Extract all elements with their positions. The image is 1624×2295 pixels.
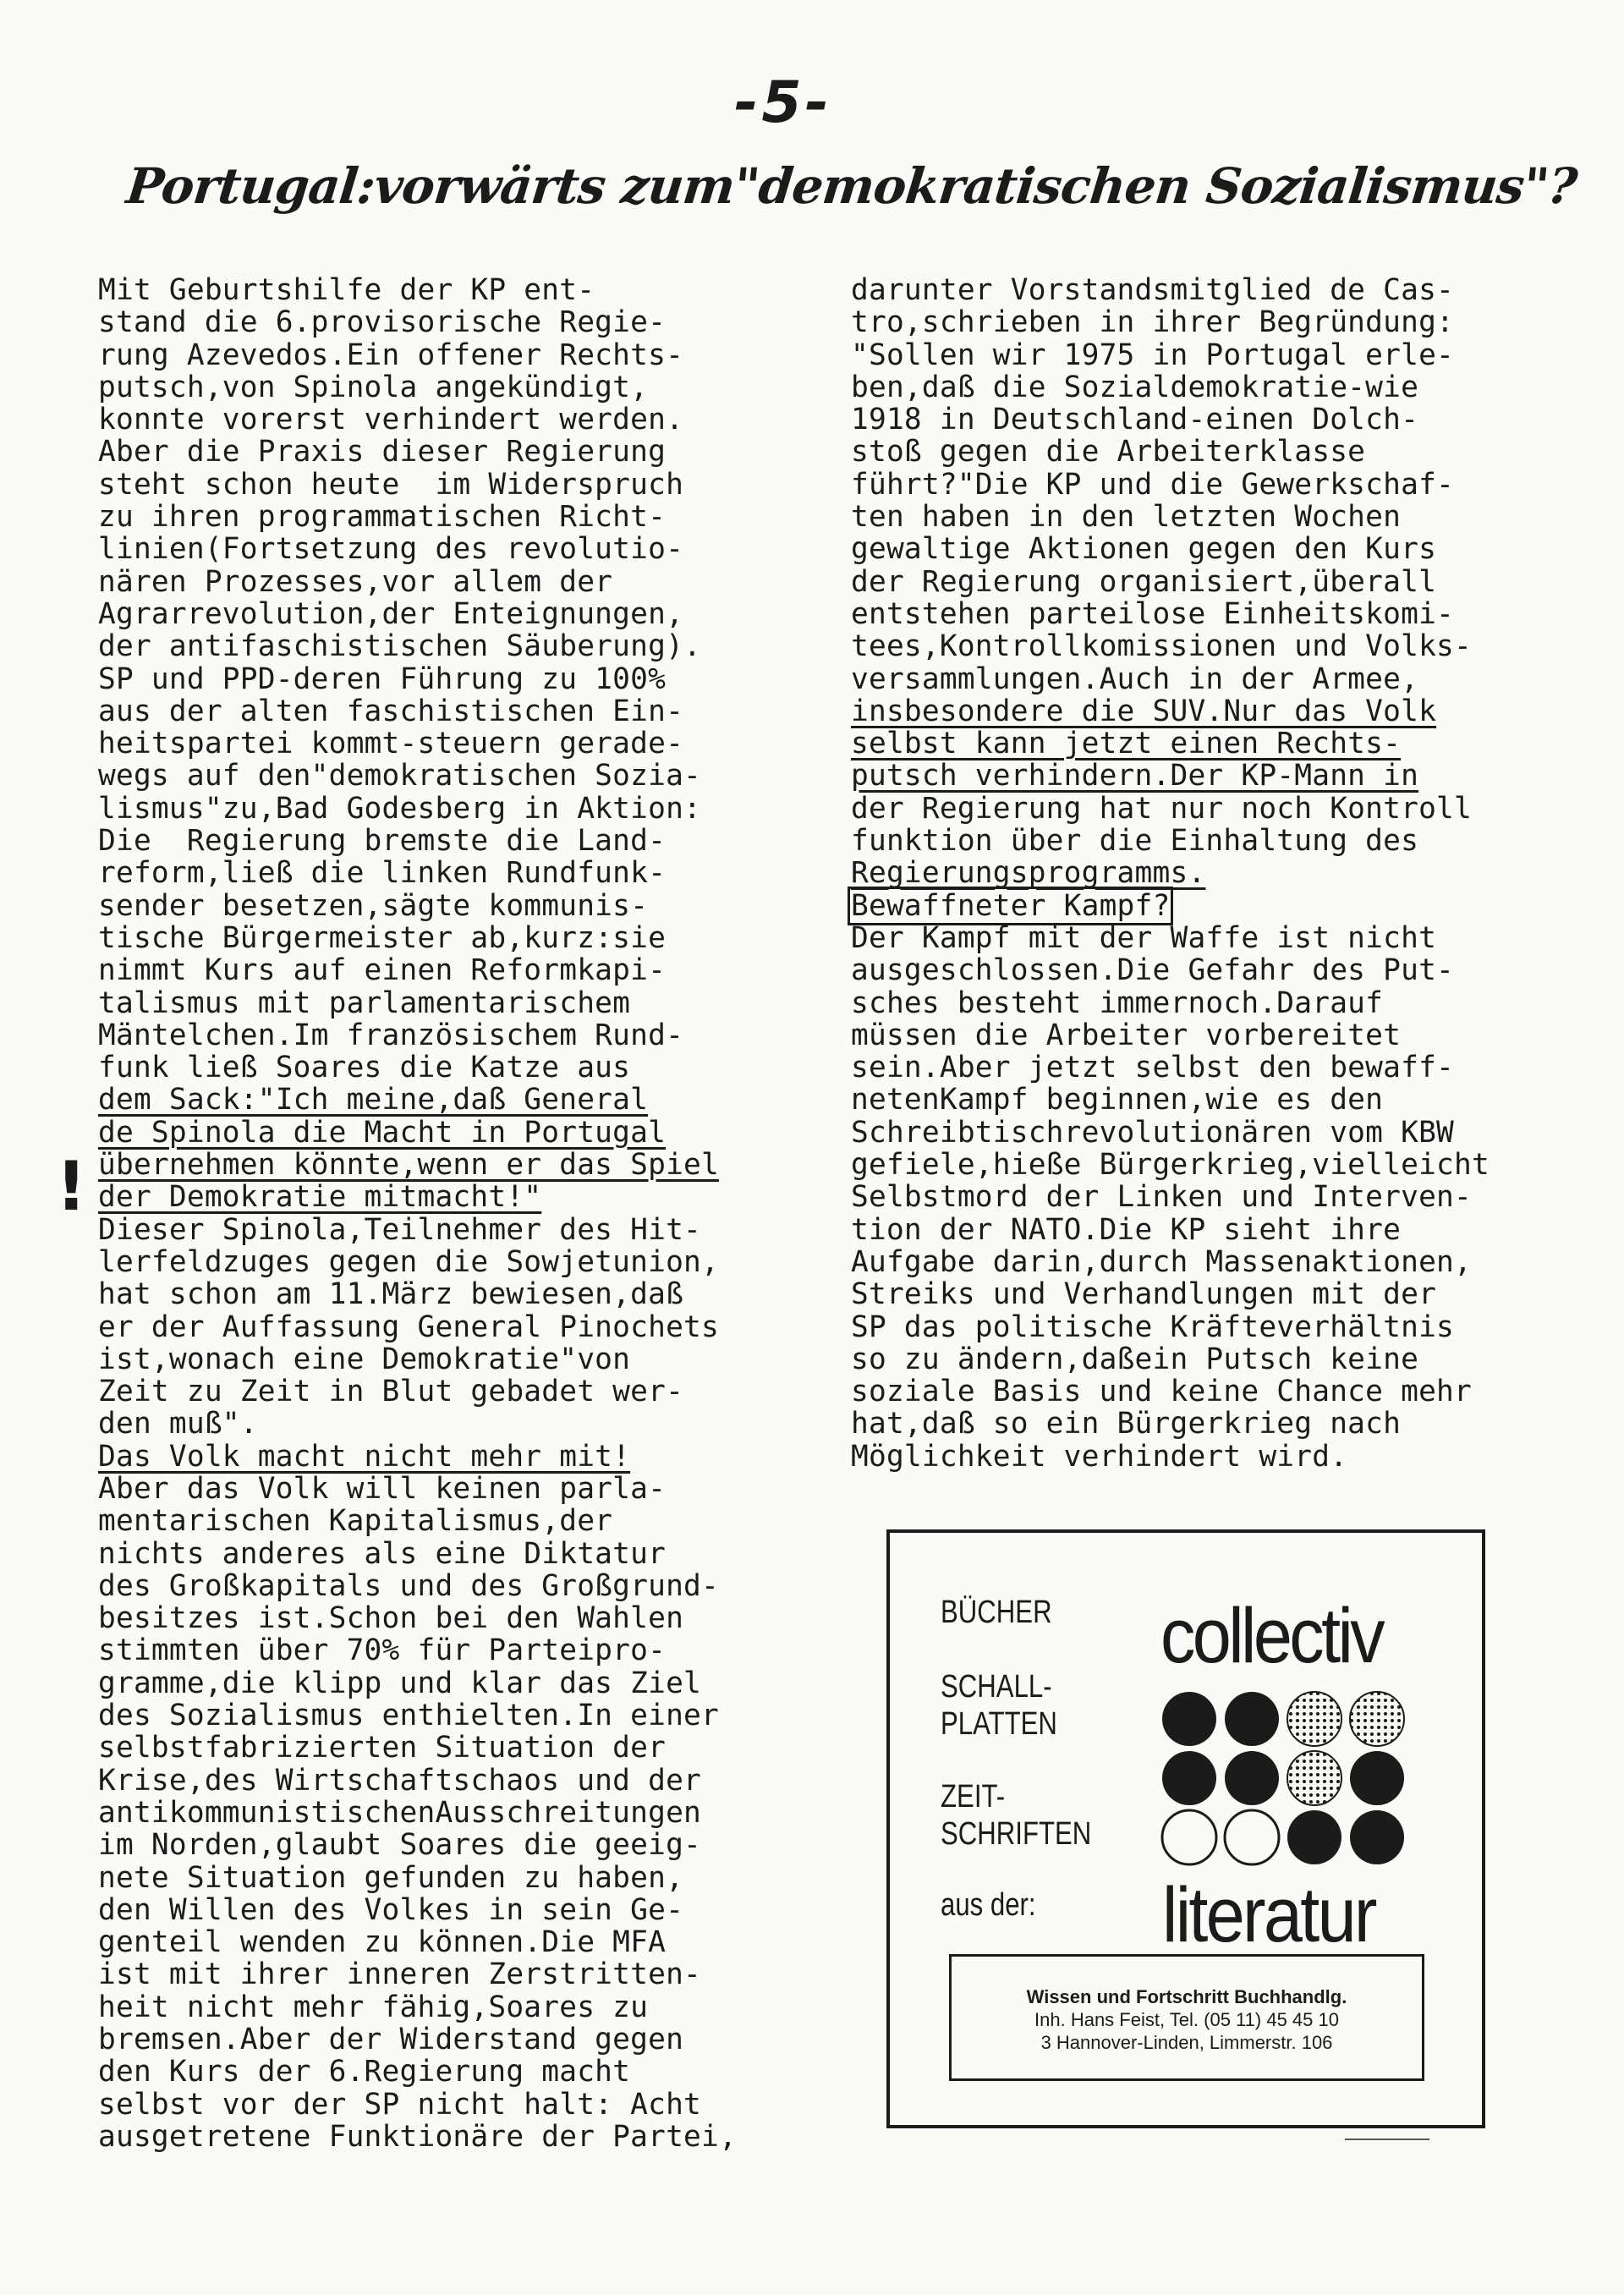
left-column-line: den muß".	[98, 1407, 258, 1441]
logo-collectiv: collectiv	[1160, 1593, 1383, 1679]
right-column-line: der Regierung hat nur noch Kontroll	[851, 791, 1472, 826]
right-column-line: ten haben in den letzten Wochen	[851, 500, 1402, 535]
left-column-line: nichts anderes als eine Diktatur	[98, 1536, 667, 1571]
right-column-line: der Regierung organisiert,überall	[851, 564, 1437, 599]
left-column-line: sender besetzen,sägte kommunis-	[98, 888, 649, 923]
bookshop-address	[949, 1954, 1424, 2081]
right-column-line: 1918 in Deutschland-einen Dolch-	[851, 403, 1419, 437]
left-column-line: Aber die Praxis dieser Regierung	[98, 435, 667, 469]
left-column-line: de Spinola die Macht in Portugal	[98, 1115, 667, 1150]
ad-category-records-2: PLATTEN	[941, 1706, 1057, 1742]
left-column-line: mentarischen Kapitalismus,der	[98, 1504, 613, 1539]
right-column-line: putsch verhindern.Der KP-Mann in	[851, 759, 1419, 793]
right-column-line: Bewaffneter Kampf?	[851, 888, 1171, 923]
right-column-line: hat,daß so ein Bürgerkrieg nach	[851, 1407, 1402, 1441]
bookshop-name: Wissen und Fortschritt Buchhandlg.	[1026, 1986, 1347, 2007]
right-column-line: SP das politische Kräfteverhältnis	[851, 1309, 1455, 1344]
ad-category-books: BÜCHER	[941, 1595, 1052, 1630]
right-column-line: Aufgabe darin,durch Massenaktionen,	[851, 1244, 1472, 1279]
right-column-line: führt?"Die KP und die Gewerkschaf-	[851, 467, 1455, 502]
left-column-line: nimmt Kurs auf einen Reformkapi-	[98, 953, 667, 988]
bookshop-owner-phone: Inh. Hans Feist, Tel. (05 11) 45 45 10	[1034, 2009, 1339, 2030]
right-column	[851, 274, 1595, 1473]
left-column-line: selbstfabrizierten Situation der	[98, 1731, 667, 1765]
right-column-line: versammlungen.Auch in der Armee,	[851, 662, 1419, 696]
left-column-line: zu ihren programmatischen Richt-	[98, 500, 667, 535]
left-column-line: besitzes ist.Schon bei den Wahlen	[98, 1601, 684, 1636]
left-column-line: Die Regierung bremste die Land-	[98, 824, 667, 859]
left-column-line: Mäntelchen.Im französischem Rund-	[98, 1018, 684, 1052]
left-column-line: aus der alten faschistischen Ein-	[98, 694, 684, 728]
right-column-line: tees,Kontrollkomissionen und Volks-	[851, 629, 1472, 664]
margin-exclamation-mark: !	[56, 1147, 87, 1226]
right-column-line: Selbstmord der Linken und Interven-	[851, 1180, 1472, 1215]
left-column-line: wegs auf den"demokratischen Sozia-	[98, 759, 702, 793]
right-column-line: Möglichkeit verhindert wird.	[851, 1439, 1348, 1474]
left-column-line: antikommunistischenAusschreitungen	[98, 1795, 702, 1830]
left-column-line: Mit Geburtshilfe der KP ent-	[98, 273, 595, 307]
left-column-line: des Großkapitals und des Großgrund-	[98, 1568, 719, 1603]
left-column	[98, 274, 826, 2153]
left-column-line: er der Auffassung General Pinochets	[98, 1309, 719, 1344]
right-column-line: tro,schrieben in ihrer Begründung:	[851, 305, 1455, 340]
left-column-line: funk ließ Soares die Katze aus	[98, 1051, 631, 1085]
left-column-line: konnte vorerst verhindert werden.	[98, 403, 684, 437]
left-column-line: der antifaschistischen Säuberung).	[98, 629, 702, 664]
right-column-line: sches besteht immernoch.Darauf	[851, 986, 1384, 1020]
left-column-line: putsch,von Spinola angekündigt,	[98, 370, 649, 404]
left-column-line: Dieser Spinola,Teilnehmer des Hit-	[98, 1212, 702, 1247]
left-column-line: des Sozialismus enthielten.In einer	[98, 1699, 719, 1733]
left-column-line: ist mit ihrer inneren Zerstritten-	[98, 1957, 702, 1992]
left-column-line: den Kurs der 6.Regierung macht	[98, 2055, 631, 2089]
headline: Portugal:vorwärts zum"demokratischen Sozialismus"?	[123, 157, 1580, 215]
ad-from-label: aus der:	[941, 1887, 1036, 1923]
left-column-line: talismus mit parlamentarischem	[98, 986, 631, 1020]
bookshop-advertisement	[886, 1529, 1485, 2128]
left-column-line: linien(Fortsetzung des revolutio-	[98, 532, 684, 567]
left-column-line: ist,wonach eine Demokratie"von	[98, 1342, 631, 1376]
left-column-line: dem Sack:"Ich meine,daß General	[98, 1083, 649, 1117]
left-column-line: lerfeldzuges gegen die Sowjetunion,	[98, 1244, 719, 1279]
left-column-line: gramme,die klipp und klar das Ziel	[98, 1666, 702, 1700]
left-column-line: nete Situation gefunden zu haben,	[98, 1860, 684, 1895]
left-column-line: genteil wenden zu können.Die MFA	[98, 1925, 667, 1960]
left-column-line: selbst vor der SP nicht halt: Acht	[98, 2087, 702, 2122]
logo-literatur: literatur	[1162, 1872, 1375, 1958]
left-column-line: den Willen des Volkes in sein Ge-	[98, 1892, 684, 1927]
left-column-line: hat schon am 11.März bewiesen,daß	[98, 1277, 684, 1312]
left-column-line: stimmten über 70% für Parteipro-	[98, 1633, 667, 1668]
right-column-line: Regierungsprogramms.	[851, 856, 1206, 891]
left-column-line: ausgetretene Funktionäre der Partei,	[98, 2119, 737, 2154]
right-column-line: so zu ändern,daßein Putsch keine	[851, 1342, 1419, 1376]
ad-category-records-1: SCHALL-	[941, 1669, 1052, 1705]
right-column-line: Der Kampf mit der Waffe ist nicht	[851, 920, 1437, 955]
left-column-line: nären Prozesses,vor allem der	[98, 564, 613, 599]
right-column-line: ausgeschlossen.Die Gefahr des Put-	[851, 953, 1455, 988]
right-column-line: funktion über die Einhaltung des	[851, 824, 1419, 859]
right-column-line: selbst kann jetzt einen Rechts-	[851, 727, 1402, 761]
right-column-line: sein.Aber jetzt selbst den bewaff-	[851, 1051, 1455, 1085]
ad-category-magazines-1: ZEIT-	[941, 1779, 1006, 1815]
right-column-line: darunter Vorstandsmitglied de Cas-	[851, 273, 1455, 307]
ad-category-magazines-2: SCHRIFTEN	[941, 1816, 1092, 1852]
right-column-line: gefiele,hieße Bürgerkrieg,vielleicht	[851, 1148, 1490, 1183]
right-column-line: ben,daß die Sozialdemokratie-wie	[851, 370, 1419, 404]
right-column-line: Streiks und Verhandlungen mit der	[851, 1277, 1437, 1312]
left-column-line: heitspartei kommt-steuern gerade-	[98, 727, 684, 761]
left-column-line: Das Volk macht nicht mehr mit!	[98, 1439, 631, 1474]
left-column-line: steht schon heute im Widerspruch	[98, 467, 684, 502]
left-column-line: tische Bürgermeister ab,kurz:sie	[98, 920, 667, 955]
right-column-line: entstehen parteilose Einheitskomi-	[851, 596, 1455, 631]
left-column-line: reform,ließ die linken Rundfunk-	[98, 856, 667, 891]
left-column-line: im Norden,glaubt Soares die geeig-	[98, 1828, 702, 1863]
left-column-line: heit nicht mehr fähig,Soares zu	[98, 1990, 649, 2024]
right-column-line: insbesondere die SUV.Nur das Volk	[851, 694, 1437, 728]
right-column-line: netenKampf beginnen,wie es den	[851, 1083, 1384, 1117]
right-column-line: "Sollen wir 1975 in Portugal erle-	[851, 338, 1455, 372]
left-column-line: übernehmen könnte,wenn er das Spiel	[98, 1148, 719, 1183]
right-column-line: müssen die Arbeiter vorbereitet	[851, 1018, 1402, 1052]
logo-dots-icon	[1159, 1690, 1413, 1868]
right-column-line: gewaltige Aktionen gegen den Kurs	[851, 532, 1437, 567]
left-column-line: rung Azevedos.Ein offener Rechts-	[98, 338, 684, 372]
page-number: -5-	[734, 69, 832, 136]
left-column-line: der Demokratie mitmacht!"	[98, 1180, 542, 1215]
left-column-line: lismus"zu,Bad Godesberg in Aktion:	[98, 791, 702, 826]
bookshop-street: 3 Hannover-Linden, Limmerstr. 106	[1040, 2032, 1333, 2053]
left-column-line: stand die 6.provisorische Regie-	[98, 305, 667, 340]
right-column-line: stoß gegen die Arbeiterklasse	[851, 435, 1366, 469]
right-column-line: Schreibtischrevolutionären vom KBW	[851, 1115, 1455, 1150]
left-column-line: Agrarrevolution,der Enteignungen,	[98, 596, 684, 631]
right-column-line: soziale Basis und keine Chance mehr	[851, 1375, 1472, 1409]
right-column-line: tion der NATO.Die KP sieht ihre	[851, 1212, 1402, 1247]
left-column-line: SP und PPD-deren Führung zu 100%	[98, 662, 667, 696]
left-column-line: Aber das Volk will keinen parla-	[98, 1471, 667, 1506]
left-column-line: Krise,des Wirtschaftschaos und der	[98, 1763, 702, 1798]
page-end-rule	[1345, 2139, 1429, 2140]
left-column-line: Zeit zu Zeit in Blut gebadet wer-	[98, 1375, 684, 1409]
left-column-line: bremsen.Aber der Widerstand gegen	[98, 2023, 684, 2057]
